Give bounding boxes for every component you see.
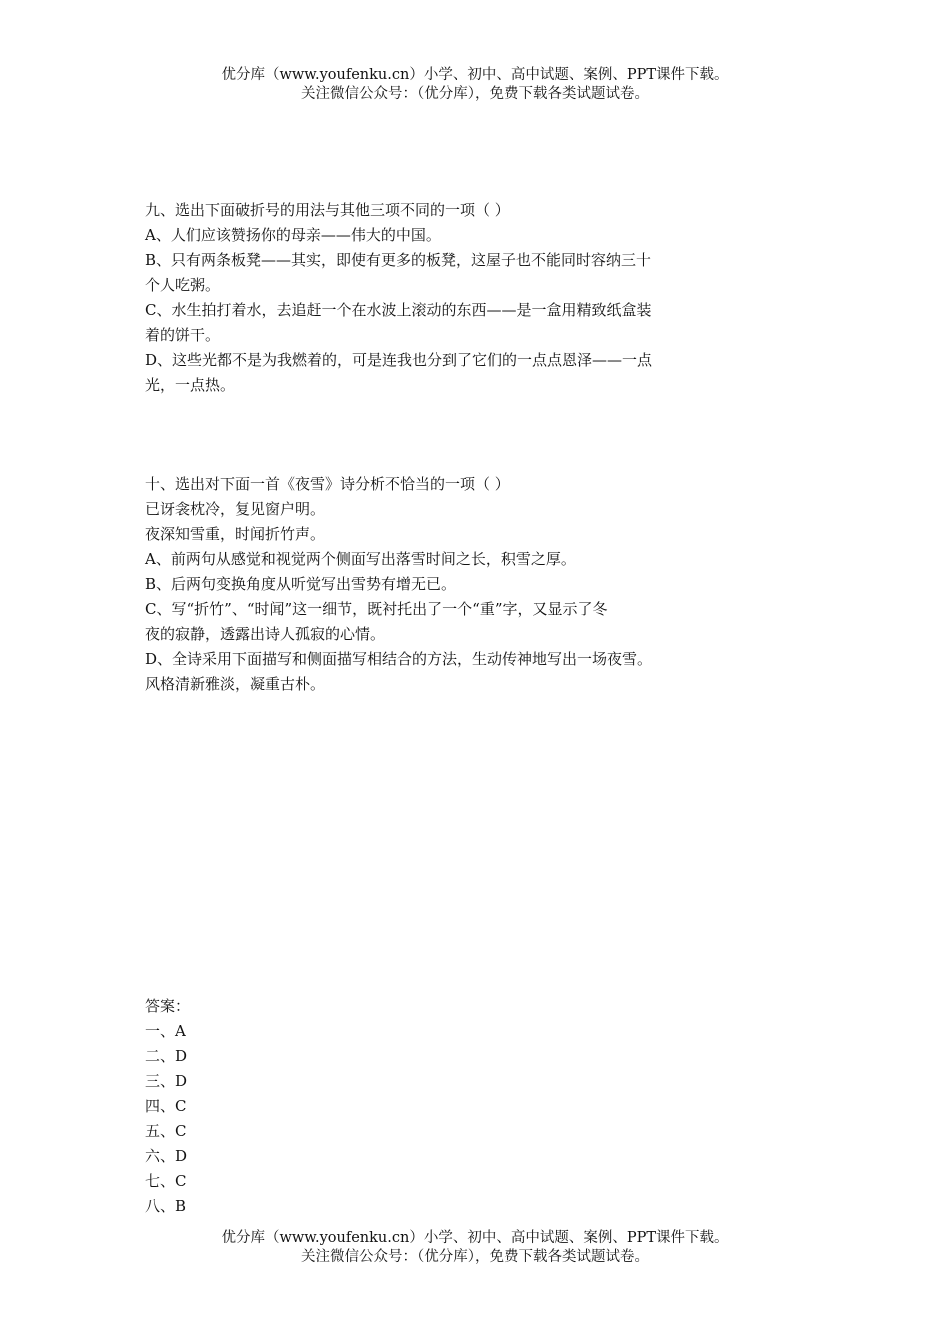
question-9-option-c-line-2: 着的饼干。 bbox=[145, 326, 221, 344]
question-10-title: 十、选出对下面一首《夜雪》诗分析不恰当的一项（ ） bbox=[145, 475, 510, 493]
question-10-option-a: A、前两句从感觉和视觉两个侧面写出落雪时间之长，积雪之厚。 bbox=[145, 550, 576, 568]
question-9-option-c-line-1: C、水生拍打着水，去追赶一个在水波上滚动的东西——是一盒用精致纸盒装 bbox=[145, 301, 652, 319]
header-line-2: 关注微信公众号：（优分库），免费下载各类试题试卷。 bbox=[301, 86, 649, 102]
answer-item: 三、D bbox=[145, 1072, 188, 1090]
answer-item: 五、C bbox=[145, 1122, 187, 1140]
question-9-option-b-line-2: 个人吃粥。 bbox=[145, 276, 221, 294]
poem-line-2: 夜深知雪重，时闻折竹声。 bbox=[145, 525, 326, 543]
answer-key bbox=[145, 994, 725, 1219]
answer-key-title: 答案： bbox=[145, 997, 191, 1015]
question-10 bbox=[145, 472, 725, 697]
question-9 bbox=[145, 198, 725, 398]
poem-line-1: 已讶衾枕冷，复见窗户明。 bbox=[145, 500, 326, 518]
page-header bbox=[0, 66, 950, 104]
question-10-option-b: B、后两句变换角度从听觉写出雪势有增无已。 bbox=[145, 575, 457, 593]
answer-item: 四、C bbox=[145, 1097, 187, 1115]
question-10-option-c-line-1: C、写“折竹”、“时闻”这一细节，既衬托出了一个“重”字，又显示了冬 bbox=[145, 600, 608, 618]
header-line-1: 优分库（www.youfenku.cn）小学、初中、高中试题、案例、PPT课件下载。 bbox=[221, 67, 729, 83]
question-9-option-b-line-1: B、只有两条板凳——其实，即使有更多的板凳，这屋子也不能同时容纳三十 bbox=[145, 251, 652, 269]
answer-item: 一、A bbox=[145, 1022, 186, 1040]
footer-line-1: 优分库（www.youfenku.cn）小学、初中、高中试题、案例、PPT课件下载。 bbox=[221, 1230, 729, 1246]
question-10-option-d-line-1: D、全诗采用下面描写和侧面描写相结合的方法，生动传神地写出一场夜雪。 bbox=[145, 650, 653, 668]
page-footer bbox=[0, 1229, 950, 1267]
answer-item: 六、D bbox=[145, 1147, 188, 1165]
question-9-option-d-line-1: D、这些光都不是为我燃着的，可是连我也分到了它们的一点点恩泽——一点 bbox=[145, 351, 653, 369]
answer-item: 七、C bbox=[145, 1172, 187, 1190]
question-9-title: 九、选出下面破折号的用法与其他三项不同的一项（ ） bbox=[145, 201, 510, 219]
question-9-option-d-line-2: 光，一点热。 bbox=[145, 376, 236, 394]
answer-item: 二、D bbox=[145, 1047, 188, 1065]
footer-line-2: 关注微信公众号：（优分库），免费下载各类试题试卷。 bbox=[301, 1249, 649, 1265]
question-9-option-a: A、人们应该赞扬你的母亲——伟大的中国。 bbox=[145, 226, 441, 244]
question-10-option-d-line-2: 风格清新雅淡，凝重古朴。 bbox=[145, 675, 326, 693]
question-10-option-c-line-2: 夜的寂静，透露出诗人孤寂的心情。 bbox=[145, 625, 386, 643]
answer-item: 八、B bbox=[145, 1197, 187, 1215]
